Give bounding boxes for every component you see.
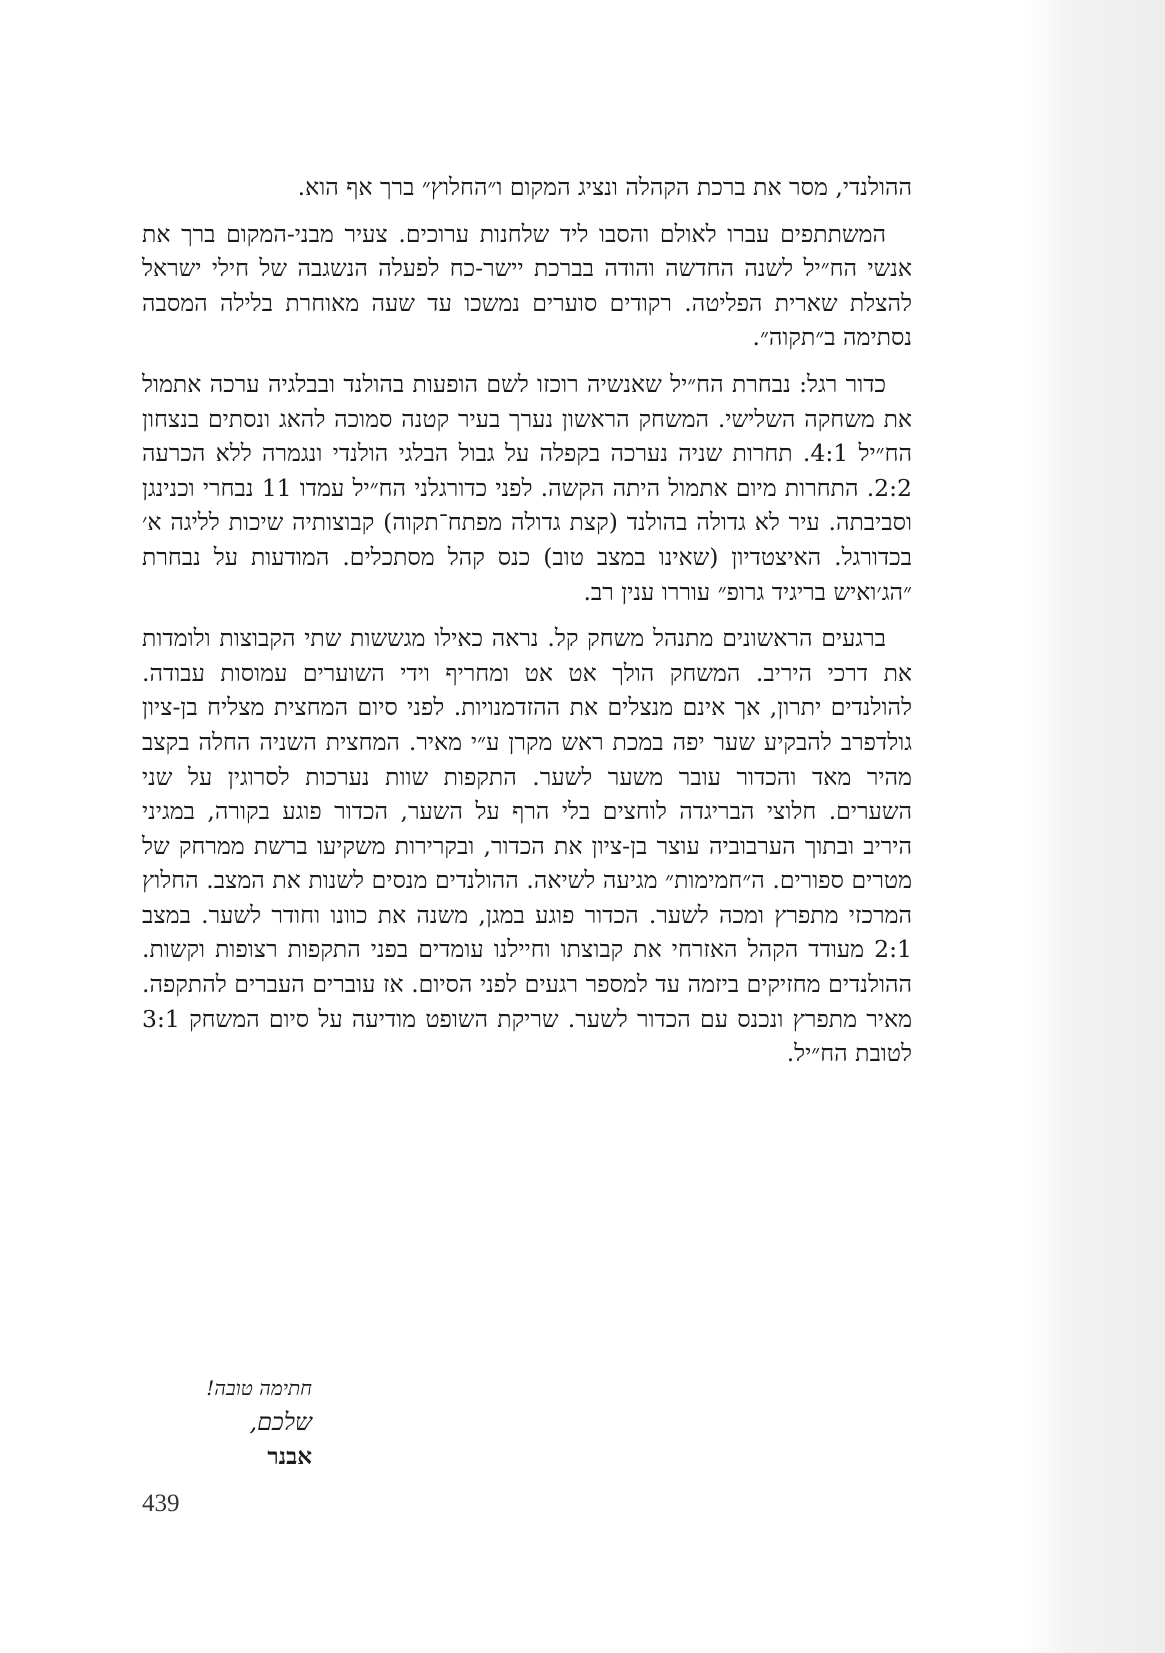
page-edge-shadow — [1025, 0, 1165, 1653]
paragraph-match-report: ברגעים הראשונים מתנהל משחק קל. נראה כאילו מגששות שתי הקבוצות ולומדות את דרכי היריב. המשחק הולך אט אט ומחריף וידי השוערים עמוסות עבודה. להולנדים יתרון, אך אינם מנצלים את ההזדמנויות. לפני סיום המחצית מצליח בן-ציון גולדפרב להבקיע שער יפה במכת ראש מקרן ע״י מאיר. המחצית השניה החלה בקצב מהיר מאד והכדור עובר משער לשער. התקפות שוות נערכות לסרוגין על שני השערים. חלוצי הבריגדה לוחצים בלי הרף על השער, הכדור פוגע בקורה, במגיני היריב ובתוך הערבוביה עוצר בן-ציון את הכדור, ובקרירות משקיעו ברשת ממרחק של מטרים ספורים. ה״חמימות״ מגיעה לשיאה. ההולנדים מנסים לשנות את המצב. החלוץ המרכזי מתפרץ ומכה לשער. הכדור פוגע במגן, משנה את כוונו וחודר לשער. במצב 2:1 מעודד הקהל האזרחי את קבוצתו וחיילנו עומדים בפני התקפות רצופות וקשות. ההולנדים מחזיקים ביזמה עד למספר רגעים לפני הסיום. אז עוברים העברים להתקפה. מאיר מתפרץ ונכנס עם הכדור לשער. שריקת השופט מודיעה על סיום המשחק 3:1 לטובת הח״יל. — [142, 624, 912, 1068]
closing-block — [142, 1372, 312, 1474]
paragraph-opening: ההולנדי, מסר את ברכת הקהלה ונציג המקום ו״החלוץ״ ברך אף הוא. — [297, 173, 912, 201]
paragraph-celebration: המשתתפים עברו לאולם והסבו ליד שלחנות ערוכים. צעיר מבני-המקום ברך את אנשי הח״יל לשנה החדשה והודה בברכת יישר-כח לפעלה הנשגבה של חילי ישראל להצלת שארית הפליטה. רקודים סוערים נמשכו עד שעה מאוחרת בלילה המסבה נסתימה ב״תקוה״. — [142, 219, 912, 352]
paragraph-football-intro: כדור רגל: נבחרת הח״יל שאנשיה רוכזו לשם הופעות בהולנד ובבלגיה ערכה אתמול את משחקה השלישי. המשחק הראשון נערך בעיר קטנה סמוכה להאג ונסתים בנצחון הח״יל 4:1. תחרות שניה נערכה בקפלה על גבול הבלגי הולנדי ונגמרה ללא הכרעה 2:2. התחרות מיום אתמול היתה הקשה. לפני כדורגלני הח״יל עמדו 11 נבחרי וכנינגן וסביבתה. עיר לא גדולה בהולנד (קצת גדולה מפתח־תקוה) קבוצותיה שיכות לליגה א׳ בכדורגל. האיצטדיון (שאינו במצב טוב) כנס קהל מסתכלים. המודעות על נבחרת ״הג׳ואיש בריגיד גרופ״ עוררו ענין רב. — [142, 369, 912, 606]
article-body — [142, 170, 912, 1083]
author-signature: אבנר — [267, 1443, 312, 1470]
closing-greeting: חתימה טובה! — [206, 1376, 312, 1400]
page-number: 439 — [142, 1490, 180, 1517]
closing-signoff: שלכם, — [249, 1408, 312, 1436]
